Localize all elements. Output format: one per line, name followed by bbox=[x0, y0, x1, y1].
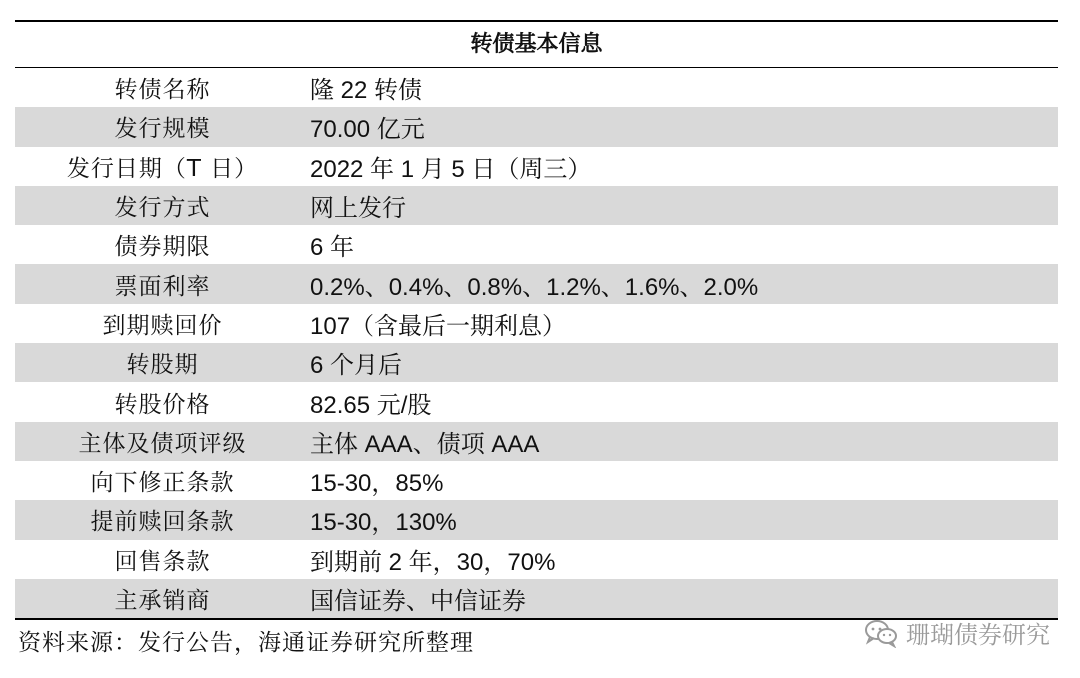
row-label: 债券期限 bbox=[114, 234, 211, 261]
row-label: 转股价格 bbox=[114, 391, 211, 418]
table-title: 转债基本信息 bbox=[15, 22, 1058, 68]
row-value: 107（含最后一期利息） bbox=[310, 312, 567, 340]
row-label: 回售条款 bbox=[114, 548, 211, 575]
row-value: 隆 22 转债 bbox=[310, 77, 423, 105]
table-row bbox=[15, 107, 1058, 146]
row-value: 主体 AAA、债项 AAA bbox=[310, 430, 540, 458]
row-label: 发行方式 bbox=[114, 195, 211, 222]
row-value: 国信证券、中信证券 bbox=[310, 588, 526, 615]
bond-info-table bbox=[15, 20, 1058, 620]
row-label: 发行日期（T 日） bbox=[66, 155, 259, 182]
watermark-text: 珊瑚债券研究 bbox=[906, 621, 1050, 649]
row-value: 网上发行 bbox=[310, 195, 406, 223]
row-value: 2022 年 1 月 5 日（周三） bbox=[310, 155, 592, 183]
wechat-icon bbox=[864, 618, 898, 648]
row-label: 向下修正条款 bbox=[90, 470, 235, 497]
table-row bbox=[15, 540, 1058, 579]
row-label: 主体及债项评级 bbox=[78, 430, 247, 457]
row-value: 到期前 2 年，30，70% bbox=[310, 548, 556, 576]
row-value: 0.2%、0.4%、0.8%、1.2%、1.6%、2.0% bbox=[310, 273, 759, 301]
table-row bbox=[15, 500, 1058, 539]
row-label: 发行规模 bbox=[114, 116, 211, 143]
table-row bbox=[15, 382, 1058, 421]
row-value: 6 个月后 bbox=[310, 352, 403, 380]
table-row bbox=[15, 147, 1058, 186]
row-label: 票面利率 bbox=[114, 273, 211, 300]
row-value: 15-30，85% bbox=[310, 470, 444, 498]
table-row bbox=[15, 422, 1058, 461]
row-label: 提前赎回条款 bbox=[90, 509, 235, 536]
row-label: 转债名称 bbox=[114, 77, 211, 104]
row-label: 主承销商 bbox=[114, 588, 211, 614]
table-row bbox=[15, 343, 1058, 382]
table-row bbox=[15, 264, 1058, 303]
table-row bbox=[15, 186, 1058, 225]
table-row bbox=[15, 461, 1058, 500]
source-note: 资料来源：发行公告，海通证券研究所整理 bbox=[18, 630, 474, 656]
row-value: 70.00 亿元 bbox=[310, 116, 425, 144]
watermark bbox=[864, 615, 1050, 650]
row-value: 6 年 bbox=[310, 234, 355, 262]
row-label: 到期赎回价 bbox=[102, 312, 223, 339]
row-label: 转股期 bbox=[126, 352, 199, 379]
table-row bbox=[15, 68, 1058, 107]
row-value: 15-30，130% bbox=[310, 509, 457, 537]
table-row bbox=[15, 304, 1058, 343]
table-row bbox=[15, 225, 1058, 264]
table-row bbox=[15, 579, 1058, 618]
row-value: 82.65 元/股 bbox=[310, 391, 432, 419]
